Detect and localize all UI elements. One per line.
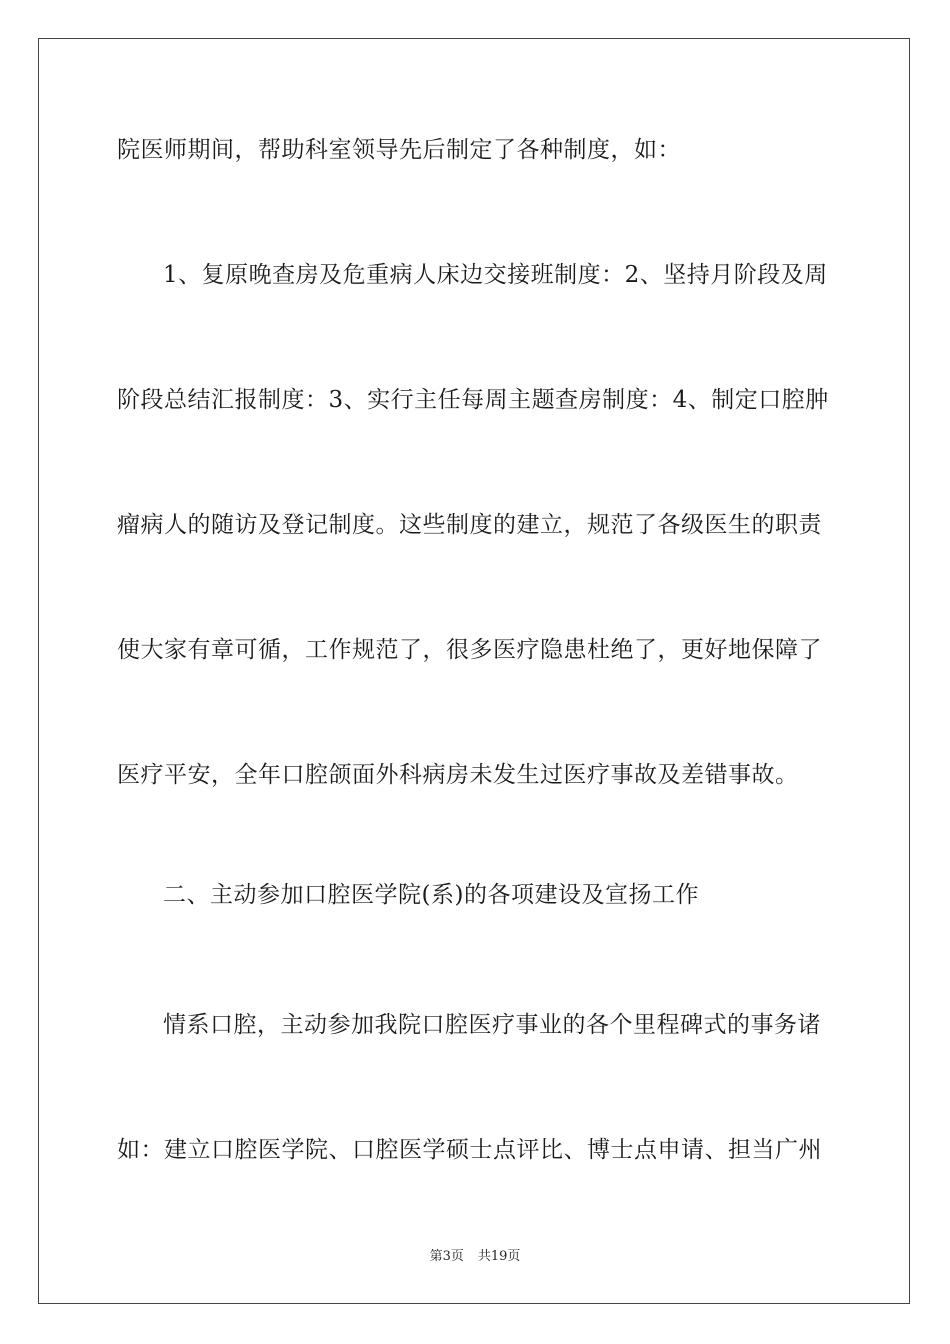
section-heading: 二、主动参加口腔医学院(系)的各项建设及宣扬工作 bbox=[163, 882, 699, 908]
text-line-5: 使大家有章可循，工作规范了，很多医疗隐患杜绝了，更好地保障了 bbox=[117, 637, 822, 663]
text-line-3: 阶段总结汇报制度：3、实行主任每周主题查房制度：4、制定口腔肿 bbox=[117, 387, 829, 413]
text-line-1: 院医师期间，帮助科室领导先后制定了各种制度，如： bbox=[117, 137, 681, 163]
page-number: 第3页 bbox=[429, 1249, 464, 1264]
text-line-6: 医疗平安，全年口腔颌面外科病房未发生过医疗事故及差错事故。 bbox=[117, 762, 799, 788]
text-line-8: 情系口腔，主动参加我院口腔医疗事业的各个里程碑式的事务诸 bbox=[163, 1012, 821, 1038]
page-border bbox=[38, 38, 910, 1304]
text-line-9: 如：建立口腔医学院、口腔医学硕士点评比、博士点申请、担当广州 bbox=[117, 1137, 822, 1163]
page-total: 共19页 bbox=[477, 1249, 521, 1264]
page-footer bbox=[0, 1248, 950, 1266]
text-line-2: 1、复原晚查房及危重病人床边交接班制度：2、坚持月阶段及周 bbox=[163, 262, 828, 288]
text-line-4: 瘤病人的随访及登记制度。这些制度的建立，规范了各级医生的职责 bbox=[117, 512, 822, 538]
